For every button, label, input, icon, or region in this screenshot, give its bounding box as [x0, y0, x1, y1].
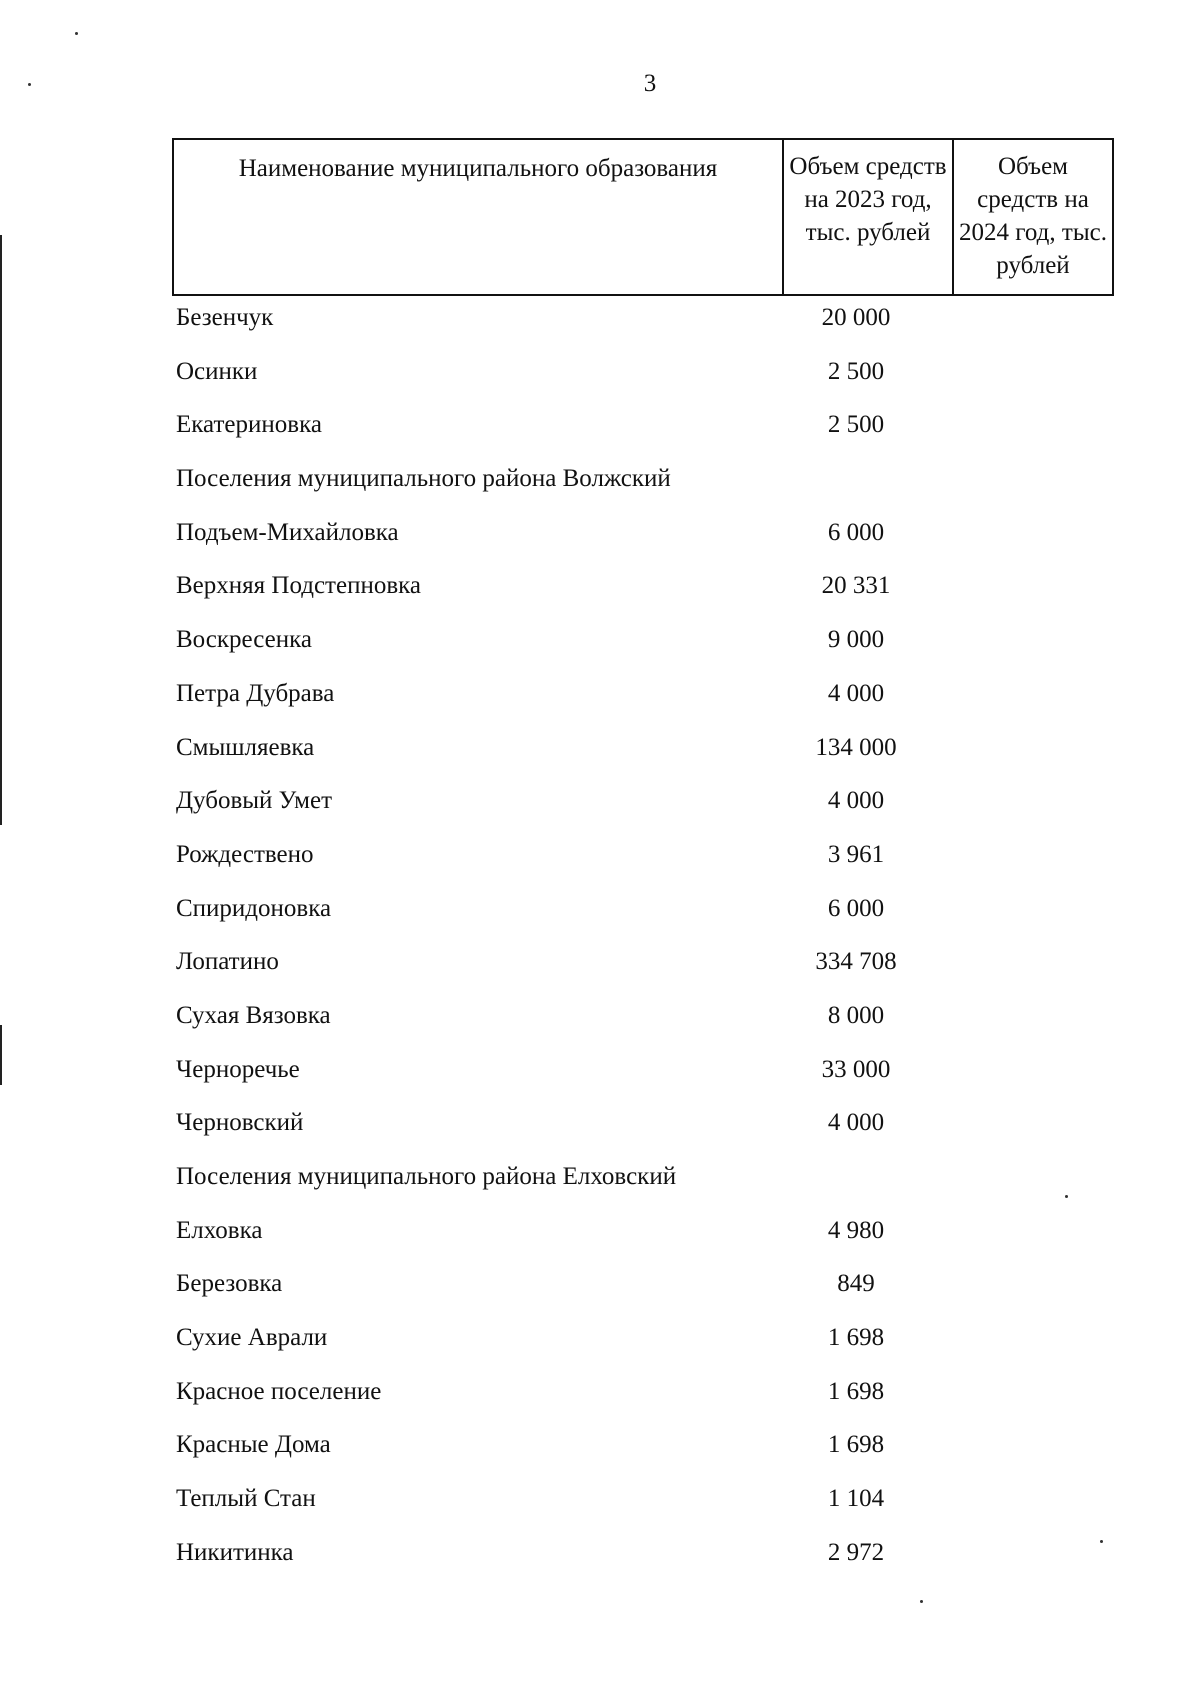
table-row [176, 355, 1116, 409]
header-amount-2024: Объем средств на 2024 год, тыс. рублей [953, 139, 1113, 295]
row-amount-2023: 1 104 [827, 1485, 885, 1513]
row-municipality-name: Спиридоновка [176, 894, 332, 922]
table-row [176, 569, 1116, 623]
row-amount-2023: 20 000 [821, 304, 891, 331]
table-row [176, 516, 1116, 570]
row-municipality-name: Безенчук [176, 304, 274, 331]
row-amount-2023: 849 [837, 1270, 875, 1298]
row-municipality-name: Смышляевка [176, 733, 315, 761]
row-amount-2023: 6 000 [827, 518, 885, 546]
row-amount-2023: 8 000 [827, 1001, 885, 1029]
row-municipality-name: Воскресенка [176, 626, 312, 654]
row-amount-2023: 6 000 [827, 894, 885, 922]
table-row [176, 731, 1116, 785]
row-amount-2023: 334 708 [815, 948, 897, 976]
row-amount-2023: 2 500 [827, 411, 885, 439]
header-row [173, 139, 1113, 295]
table-row [176, 1482, 1116, 1536]
row-municipality-name: Черноречье [176, 1055, 300, 1083]
row-municipality-name: Сухие Аврали [176, 1324, 328, 1352]
scan-edge-mark [0, 235, 2, 825]
row-amount-2023: 4 000 [827, 1109, 885, 1137]
row-municipality-name: Елховка [176, 1216, 263, 1244]
table-row [176, 1160, 1116, 1214]
table-row [176, 301, 1116, 355]
row-municipality-name: Поселения муниципального района Елховский [176, 1163, 677, 1190]
page-number: 3 [643, 70, 657, 97]
row-municipality-name: Березовка [176, 1270, 283, 1298]
row-municipality-name: Теплый Стан [176, 1485, 316, 1513]
scan-speck [1065, 1195, 1068, 1198]
row-amount-2023: 4 000 [827, 679, 885, 707]
row-municipality-name: Поселения муниципального района Волжский [176, 465, 671, 493]
row-municipality-name: Никитинка [176, 1538, 294, 1566]
row-amount-2023: 4 980 [827, 1216, 885, 1244]
table-row [176, 1267, 1116, 1321]
row-municipality-name: Екатериновка [176, 411, 322, 439]
row-amount-2023: 1 698 [827, 1431, 885, 1459]
table-row [176, 1106, 1116, 1160]
row-municipality-name: Рождествено [176, 840, 314, 868]
row-municipality-name: Осинки [176, 357, 258, 385]
table-header [172, 138, 1114, 296]
table-row [176, 1536, 1116, 1590]
table-row [176, 408, 1116, 462]
row-amount-2023: 3 961 [827, 840, 885, 868]
table-body [176, 301, 1116, 1590]
row-municipality-name: Петра Дубрава [176, 679, 335, 707]
row-municipality-name: Сухая Вязовка [176, 1001, 331, 1029]
row-amount-2023: 9 000 [827, 626, 885, 654]
table-row [176, 784, 1116, 838]
table-row [176, 623, 1116, 677]
table-row [176, 999, 1116, 1053]
header-amount-2023: Объем средств на 2023 год, тыс. рублей [783, 139, 953, 295]
row-municipality-name: Подъем-Михайловка [176, 518, 399, 546]
scan-edge-mark [0, 1025, 2, 1085]
table-row [176, 1214, 1116, 1268]
row-municipality-name: Верхняя Подстепновка [176, 572, 421, 600]
table-row [176, 1428, 1116, 1482]
table-row [176, 945, 1116, 999]
table-row [176, 892, 1116, 946]
table-row [176, 838, 1116, 892]
table-row [176, 677, 1116, 731]
row-municipality-name: Дубовый Умет [176, 787, 333, 815]
table-row [176, 1375, 1116, 1429]
row-municipality-name: Черновский [176, 1109, 304, 1137]
scan-speck [1100, 1540, 1103, 1543]
scan-speck [920, 1600, 923, 1603]
table-row [176, 462, 1116, 516]
row-amount-2023: 2 500 [827, 357, 885, 385]
table-row [176, 1053, 1116, 1107]
row-amount-2023: 33 000 [821, 1055, 891, 1083]
row-amount-2023: 1 698 [827, 1324, 885, 1352]
scan-speck [75, 32, 78, 35]
row-municipality-name: Лопатино [176, 948, 279, 976]
table-row [176, 1321, 1116, 1375]
row-amount-2023: 2 972 [827, 1538, 885, 1566]
row-amount-2023: 1 698 [827, 1377, 885, 1405]
row-municipality-name: Красное поселение [176, 1377, 382, 1405]
header-municipality-name: Наименование муниципального образования [173, 139, 783, 295]
row-municipality-name: Красные Дома [176, 1431, 331, 1459]
row-amount-2023: 134 000 [815, 733, 897, 761]
row-amount-2023: 4 000 [827, 787, 885, 815]
row-amount-2023: 20 331 [821, 572, 891, 600]
scan-speck [28, 83, 31, 86]
